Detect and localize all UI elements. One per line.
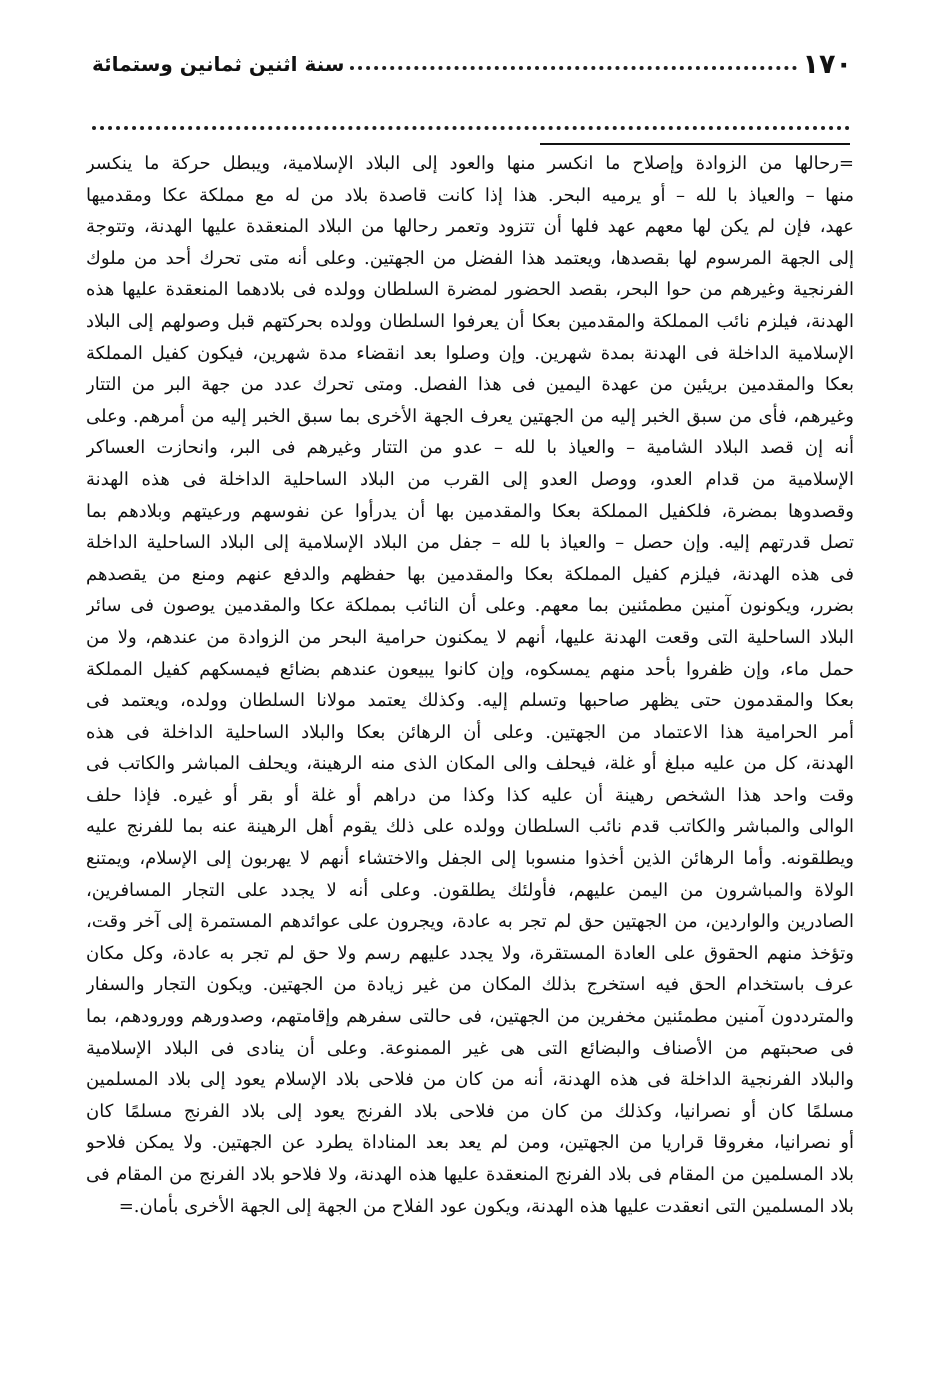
- dotted-separator: [92, 112, 850, 130]
- running-title: سنة اثنين ثمانين وستمائة: [92, 52, 345, 76]
- text-line: فى صحبتهم من الأصناف والبضائع التى هى غير الممنوعة. وعلى أن ينادى فى البلاد الإسلامية: [86, 1037, 854, 1059]
- text-line: الإسلامية من قدام العدو، ووصل العدو إلى القرب من البلاد الساحلية الداخلة فى هذه الهدنة: [86, 468, 854, 490]
- page-number: ١٧٠: [802, 48, 852, 80]
- text-line: الولاة والمباشرون من اليمن عليهم، فأولئك يطلقون. وعلى أنه لا يجدد على التجار المسافرين،: [86, 879, 854, 901]
- page-header: [92, 44, 852, 84]
- text-line: وغيرهم، فأى من سبق الخبر إليه من الجهتين يعرف الجهة الأخرى بما سبق الخبر إليه من أمرهم. وعلى: [86, 405, 854, 427]
- text-line: مسلمًا كان أو نصرانيا، وكذلك من كان من فلاحى بلاد الفرنج يعود إلى بلاد الفرنج مسلمًا كان: [86, 1100, 854, 1122]
- text-line: ويطلقونه. وأما الرهائن الذين أخذوا منسوبا إلى الجفل والاختشاء أنهم لا يهربون إلى الإسلام، ويمتنع: [86, 848, 854, 870]
- text-line: والبلاد الفرنجية الداخلة فى هذه الهدنة، أنه من كان من فلاحى بلاد الإسلام يعود إلى بلاد المسلمين: [86, 1069, 854, 1091]
- text-line: بعكا والمقدمون حتى يظهر صاحبها وتسلم إليه. وكذلك يعتمد مولانا السلطان وولده، ويعتمد فى: [86, 690, 854, 712]
- text-line: البلاد الساحلية التى وقعت الهدنة عليها، أنهم لا يمكنون حرامية البحر من الزوادة من عندهم، ولا من: [86, 626, 854, 648]
- text-line: عرف باستخدام الحق فيه استخرج بذلك المكان من غير زيادة من الجهتين. ويكون التجار والسفار: [86, 974, 854, 996]
- text-line: الإسلامية الداخلة فى الهدنة بمدة شهرين. وإن وصلوا بعد انقضاء مدة شهرين، فيكون كفيل المملكة: [86, 342, 854, 364]
- text-line: حمل ماء، وإن ظفروا بأحد منهم يمسكوه، وإن كانوا يبيعون عندهم بضائع فيمسكهم كفيل المملكة: [86, 658, 854, 680]
- footnote-text: [86, 148, 854, 1222]
- text-line: تصل قدرتهم إليه. وإن حصل – والعياذ با لله – جفل من البلاد الإسلامية إلى البلاد الساحلية الداخلة: [86, 532, 854, 554]
- text-line: وتؤخذ منهم الحقوق على العادة المستقرة، ولا يجدد عليهم رسم ولا حق لم تجر به عادة، وكل مكان: [86, 942, 854, 964]
- text-line: وقت واحد هذا الشخص رهينة أن عليه كذا وكذا من دراهم أو غلة أو بقر أو غيره. فإذا حلف: [86, 784, 854, 806]
- text-line: بعكا والمقدمين بريئين من عهدة اليمين فى هذا الفصل. ومتى تحرك عدد من جهة البر من التتار: [86, 374, 854, 396]
- text-line: بلاد المسلمين من المقام فى بلاد الفرنج المنعقدة عليها هذه الهدنة، ولا فلاحو بلاد الفرنج من المقام فى: [86, 1164, 854, 1185]
- text-line: أمر الحرامية هذا الاعتماد من الجهتين. وعلى أن الرهائن بعكا والبلاد الساحلية الداخلة فى هذه: [86, 721, 854, 743]
- text-line: إلى الجهة المرسوم لها بقصدها، ويعتمد هذا الفضل من الجهتين. وعلى أنه متى تحرك أحد من ملوك: [86, 247, 854, 269]
- text-line: الهدنة، فيلزم نائب المملكة والمقدمين بعكا أن يعرفوا السلطان وولده بحركتهم قبل وصولهم إلى البلاد: [86, 310, 854, 332]
- text-line: الفرنجية وغيرهم من حوا البحر، بقصد الحضور لمضرة السلطان وولده فى بلادهما المنعقدة عليها هذه: [86, 279, 854, 301]
- text-line: أو نصرانيا، مغروقا قراريا من الجهتين، ومن لم يعد بعد المناداة يطرد عن الجهتين. ولا يمكن فلاحو: [86, 1132, 854, 1154]
- text-line: الوالى والمباشر والكاتب قدم نائب السلطان وولده على ذلك يقوم أهل الرهينة عنه بما للفرنج عليه: [86, 816, 854, 838]
- text-line: =رحالها من الزوادة وإصلاح ما انكسر منها والعود إلى البلاد الإسلامية، ويبطل حركة ما ينكسر: [86, 153, 854, 174]
- text-line: بلاد المسلمين التى انعقدت عليها هذه الهدنة، ويكون عود الفلاح من الجهة إلى الجهة الأخرى بأمان.=: [118, 1195, 854, 1217]
- text-line: والمترددون آمنين مطمئنين مخفرين من الجهتين، فى حالتى سفرهم وإقامتهم، وصدورهم وورودهم، بما: [86, 1006, 854, 1028]
- text-line: الصادرين والواردين، من الجهتين حق لم تجر به عادة، ويجرون على عوائدهم المستمرة إلى آخر وقت،: [86, 911, 854, 933]
- text-line: الهدنة، كل من عليه مبلغ أو غلة، فيحلف والى المكان الذى منه الرهينة، ويحلف المباشر والكاتب فى: [86, 753, 854, 775]
- text-line: أنه إن قصد البلاد الشامية – والعياذ با لله – عدو من التتار وغيرهم فى البر، وانحازت العساكر: [86, 437, 854, 459]
- text-line: منها – والعياذ با لله – أو يرميه البحر. هذا إذا كانت قاصدة بلاد من له مع مملكة عكا ومقدميها: [86, 184, 854, 206]
- text-line: وقصدوها بمضرة، فلكفيل المملكة بعكا والمقدمين بها أن يدرأوا عن نفوسهم ورعيتهم وبلادهم بما: [86, 500, 854, 522]
- header-dot-leader: [350, 58, 796, 70]
- footnote-rule: [540, 143, 850, 145]
- text-line: عهد، فإن لم يكن لها معهم عهد فلها أن تتزود وتعمر رحالها من البلاد المنعقدة عليها الهدنة، وتتوجة: [86, 216, 854, 238]
- text-line: بضرر، ويكونون آمنين مطمئنين بما معهم. وعلى أن النائب بمملكة عكا والمقدمين يوصون فى سائر: [86, 595, 854, 617]
- text-line: فى هذه الهدنة، فيلزم كفيل المملكة بعكا والمقدمين بها حفظهم والدفع عنهم ومنع من يقصدهم: [86, 563, 854, 585]
